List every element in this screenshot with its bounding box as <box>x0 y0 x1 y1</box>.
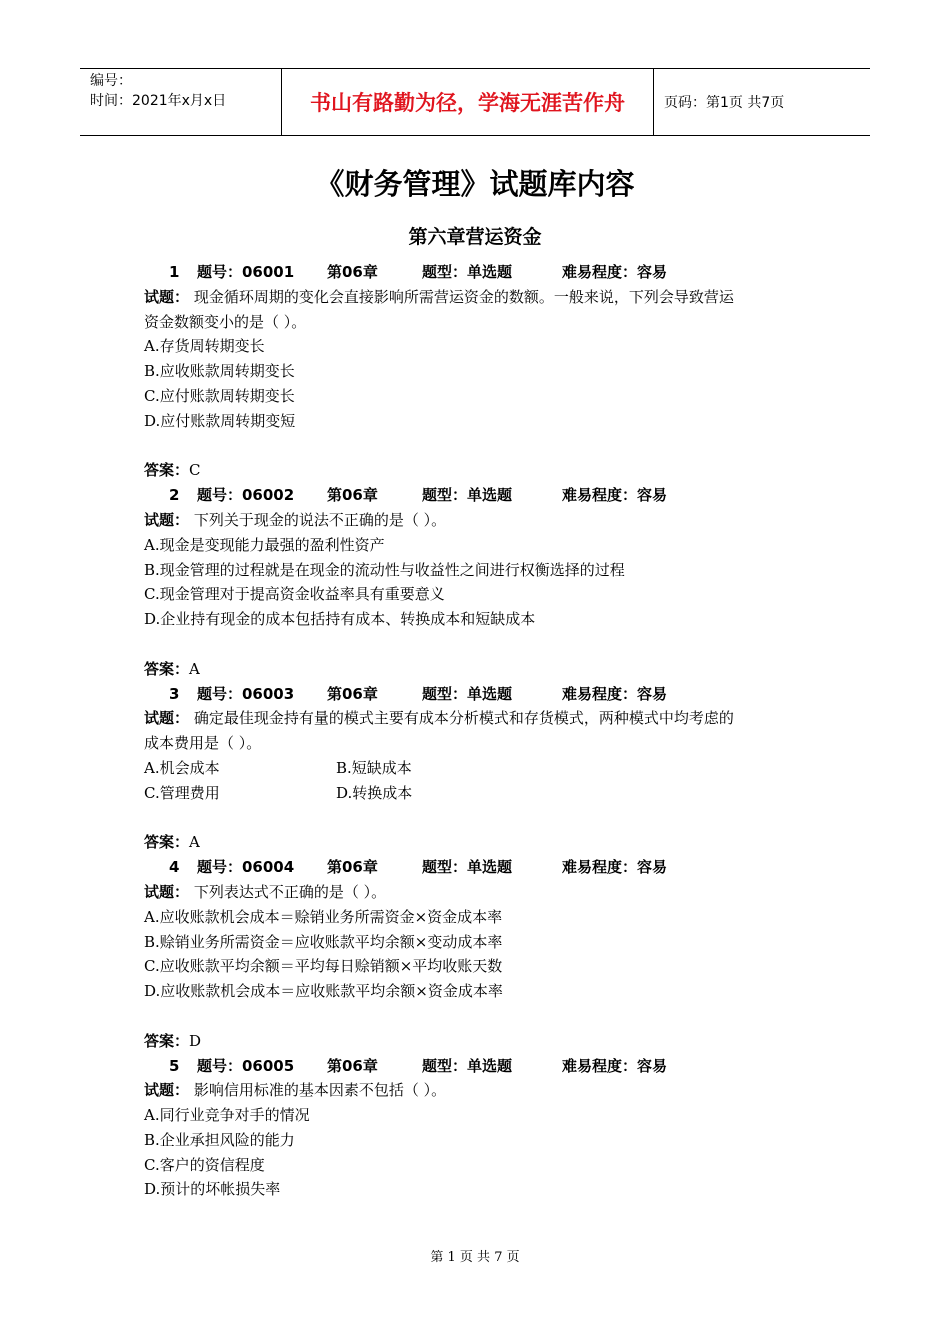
question-label: 试题 <box>144 1081 175 1100</box>
question-text: 试题： 下列表达式不正确的是（ ）。 <box>144 882 387 901</box>
option: B.应收账款周转期变长 <box>144 362 295 381</box>
option: C.管理费用 <box>144 783 220 802</box>
option: B.赊销业务所需资金＝应收账款平均余额×变动成本率 <box>144 932 503 951</box>
answer-value: C <box>189 461 201 480</box>
question-label: 试题 <box>144 287 175 306</box>
question-chapter: 第06章 <box>327 1056 378 1075</box>
option-row <box>144 756 824 781</box>
page-info: 页码：第1页 共7页 <box>664 95 785 111</box>
question-type: 题型：单选题 <box>422 1056 513 1075</box>
answer-label: 答案 <box>144 1031 175 1050</box>
question-type: 题型：单选题 <box>422 263 513 281</box>
answer: 答案：C <box>144 461 201 480</box>
question-difficulty: 难易程度：容易 <box>562 858 668 877</box>
option: A.现金是变现能力最强的盈利性资产 <box>144 535 385 554</box>
page-header <box>80 68 870 136</box>
question-text-cont: 资金数额变小的是（ ）。 <box>144 312 307 331</box>
question-difficulty: 难易程度：容易 <box>562 684 668 703</box>
question-text: 试题： 下列关于现金的说法不正确的是（ ）。 <box>144 510 447 529</box>
question-label: 试题 <box>144 882 175 901</box>
question-number: 2 <box>169 486 180 505</box>
option: D.预计的坏帐损失率 <box>144 1180 281 1199</box>
answer: 答案：A <box>144 659 200 678</box>
question-id: 题号：06005 <box>197 1056 295 1075</box>
option: B.现金管理的过程就是在现金的流动性与收益性之间进行权衡选择的过程 <box>144 560 625 579</box>
question-chapter: 第06章 <box>327 486 378 505</box>
option: D.企业持有现金的成本包括持有成本、转换成本和短缺成本 <box>144 610 536 629</box>
option: D.转换成本 <box>336 783 413 802</box>
question-label: 试题 <box>144 709 175 728</box>
question-chapter: 第06章 <box>327 684 378 703</box>
option-row <box>144 781 824 806</box>
motto: 书山有路勤为径，学海无涯苦作舟 <box>281 69 654 135</box>
answer-label: 答案 <box>144 833 175 852</box>
question-text-line: 现金循环周期的变化会直接影响所需营运资金的数额。一般来说，下列会导致营运 <box>193 287 734 306</box>
question-difficulty: 难易程度：容易 <box>562 1056 668 1075</box>
question-number: 4 <box>169 858 180 877</box>
question-text-line: 下列表达式不正确的是（ ）。 <box>193 882 387 901</box>
option: A.同行业竞争对手的情况 <box>144 1106 310 1125</box>
option: B.短缺成本 <box>336 758 412 777</box>
answer: 答案：A <box>144 833 200 852</box>
question-header <box>144 682 824 707</box>
header-left-cell <box>80 69 281 135</box>
answer-value: D <box>189 1031 202 1050</box>
page-footer: 第 1 页 共 7 页 <box>430 1250 520 1265</box>
chapter-title: 第六章营运资金 <box>408 226 542 248</box>
question-header <box>144 483 824 508</box>
option: D.应收账款机会成本＝应收账款平均余额×资金成本率 <box>144 982 503 1001</box>
question-text-line: 确定最佳现金持有量的模式主要有成本分析模式和存货模式，两种模式中均考虑的 <box>193 709 734 728</box>
option: A.存货周转期变长 <box>144 337 265 356</box>
question-chapter: 第06章 <box>327 263 378 281</box>
question-text-cont: 成本费用是（ ）。 <box>144 734 262 753</box>
question-type: 题型：单选题 <box>422 486 513 505</box>
question-type: 题型：单选题 <box>422 684 513 703</box>
answer-label: 答案 <box>144 461 175 480</box>
answer-label: 答案 <box>144 659 175 678</box>
question-difficulty: 难易程度：容易 <box>562 486 668 505</box>
option: C.客户的资信程度 <box>144 1155 265 1174</box>
question-list <box>144 260 824 1202</box>
question-type: 题型：单选题 <box>422 858 513 877</box>
answer-value: A <box>189 659 200 678</box>
answer-value: A <box>189 833 200 852</box>
option: C.应收账款平均余额＝平均每日赊销额×平均收账天数 <box>144 957 503 976</box>
number-label: 编号： <box>90 73 132 89</box>
question-id: 题号：06003 <box>197 684 295 703</box>
question-text-line: 影响信用标准的基本因素不包括（ ）。 <box>193 1081 447 1100</box>
question-number: 5 <box>169 1056 180 1075</box>
question-number: 3 <box>169 684 180 703</box>
question-chapter: 第06章 <box>327 858 378 877</box>
question-header <box>144 1054 824 1079</box>
question-header <box>144 260 824 285</box>
option: A.机会成本 <box>144 758 220 777</box>
option: C.现金管理对于提高资金收益率具有重要意义 <box>144 585 445 604</box>
question-text: 试题： 现金循环周期的变化会直接影响所需营运资金的数额。一般来说，下列会导致营运 <box>144 287 734 306</box>
question-difficulty: 难易程度：容易 <box>562 263 668 281</box>
option: C.应付账款周转期变长 <box>144 386 295 405</box>
option: B.企业承担风险的能力 <box>144 1130 295 1149</box>
question-id: 题号：06004 <box>197 858 295 877</box>
question-label: 试题 <box>144 510 175 529</box>
option: A.应收账款机会成本＝赊销业务所需资金×资金成本率 <box>144 907 503 926</box>
document-title: 《财务管理》试题库内容 <box>315 167 635 201</box>
option: D.应付账款周转期变短 <box>144 411 296 430</box>
question-text-line: 下列关于现金的说法不正确的是（ ）。 <box>193 510 447 529</box>
question-text: 试题： 确定最佳现金持有量的模式主要有成本分析模式和存货模式，两种模式中均考虑的 <box>144 709 734 728</box>
question-header <box>144 855 824 880</box>
question-text: 试题： 影响信用标准的基本因素不包括（ ）。 <box>144 1081 447 1100</box>
date-label: 时间：2021年x月x日 <box>90 93 227 109</box>
answer: 答案：D <box>144 1031 202 1050</box>
question-id: 题号：06002 <box>197 486 295 505</box>
question-id: 题号：06001 <box>197 263 295 281</box>
question-number: 1 <box>169 263 180 281</box>
